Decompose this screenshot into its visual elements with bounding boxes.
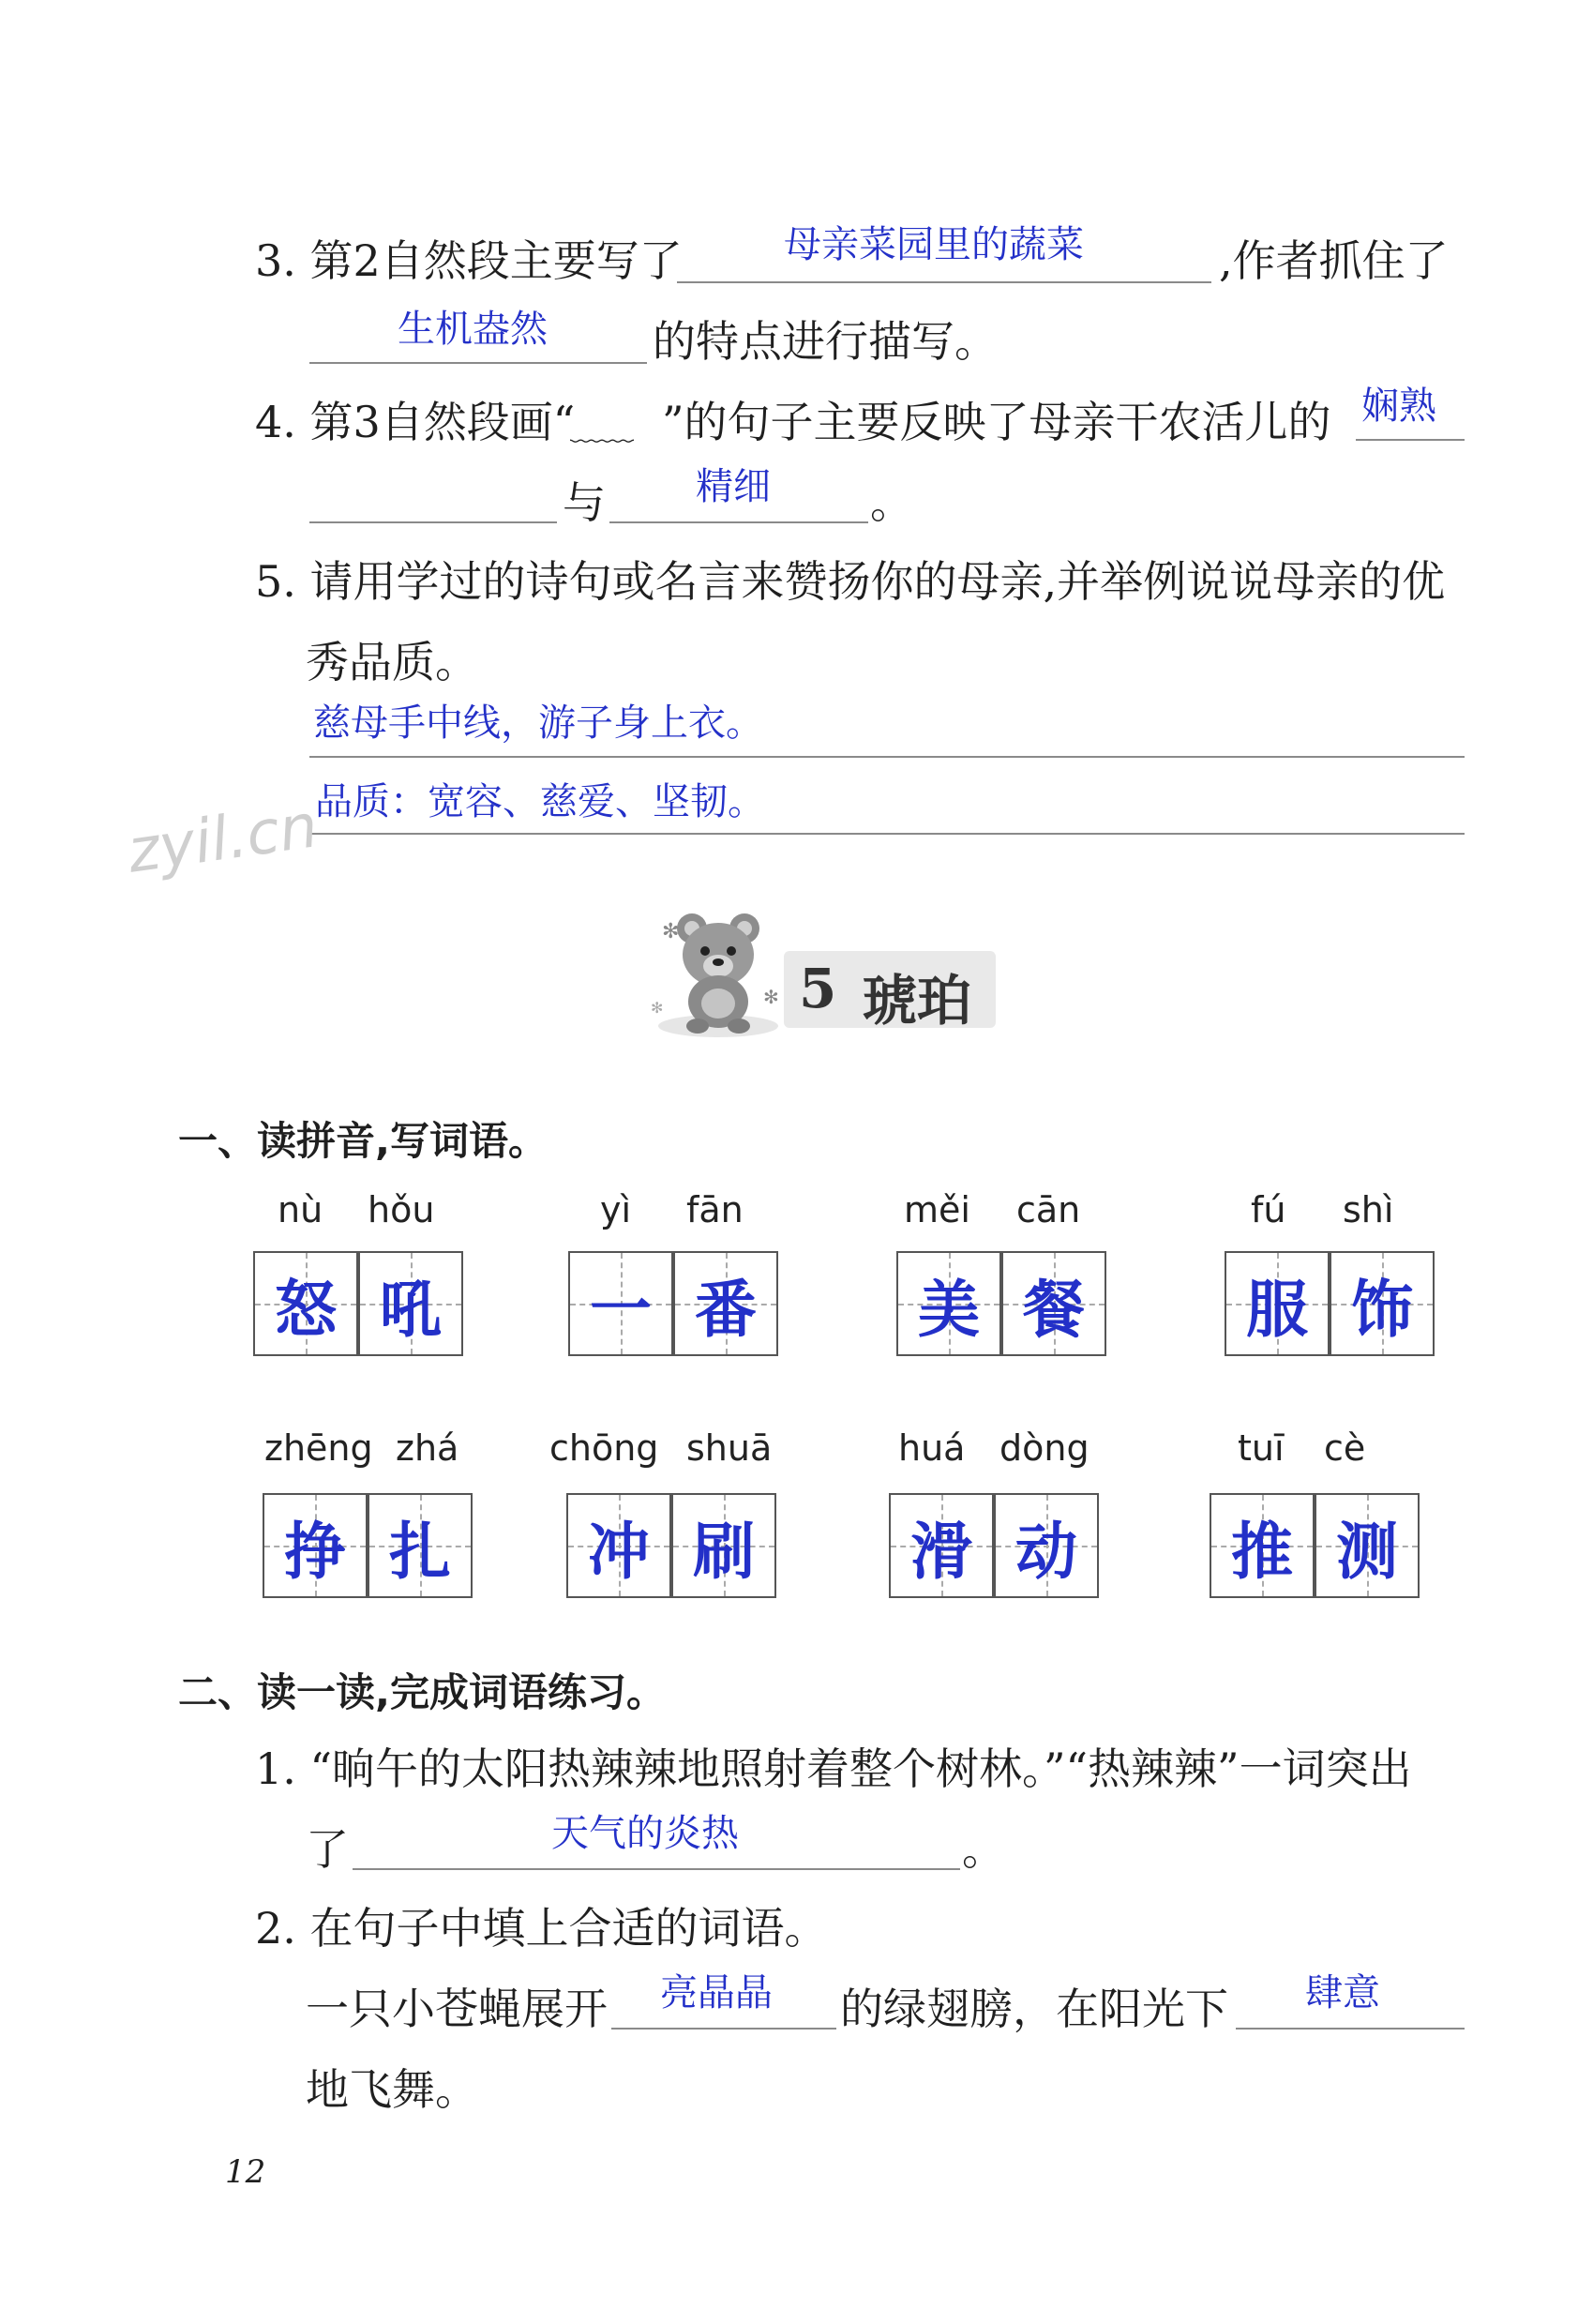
s2-q1-end: 。 [962, 1824, 1005, 1875]
q4-blank-2[interactable] [309, 521, 557, 523]
q5-blank-1[interactable] [309, 756, 1465, 758]
pinyin-3a: měi [904, 1189, 970, 1230]
char-answer: 滑 [910, 1514, 972, 1588]
q4-answer-2: 精细 [696, 465, 771, 508]
q3-answer-2: 生机盎然 [398, 308, 548, 351]
q5-line-2: 秀品质。 [306, 637, 478, 687]
watermark: zyil.cn [123, 792, 323, 887]
char-box[interactable] [1001, 1251, 1106, 1356]
s2-q2-prefix: 一只小苍蝇展开 [306, 1984, 608, 2034]
q3-answer-1: 母亲菜园里的蔬菜 [784, 223, 1084, 266]
q3-suffix: 的特点进行描写。 [653, 316, 998, 367]
q5-line-1: 5. 请用学过的诗句或名言来赞扬你的母亲,并举例说说母亲的优 [255, 556, 1446, 607]
pinyin-4a: fú [1251, 1189, 1286, 1230]
s2-q2-line-3: 地飞舞。 [306, 2064, 478, 2115]
char-box[interactable] [358, 1251, 463, 1356]
char-answer: 冲 [588, 1514, 650, 1588]
pinyin-8b: cè [1324, 1427, 1366, 1469]
char-box[interactable] [673, 1251, 778, 1356]
svg-text:✻: ✻ [763, 986, 779, 1008]
q4-and: 与 [563, 477, 606, 528]
s2-q1-line-1: 1. “晌午的太阳热辣辣地照射着整个树林。”“热辣辣”一词突出 [255, 1743, 1412, 1794]
s2-q1-answer: 天气的炎热 [551, 1812, 739, 1855]
pinyin-7a: huá [898, 1427, 966, 1469]
char-answer: 动 [1015, 1514, 1077, 1588]
pinyin-2a: yì [600, 1189, 632, 1230]
q5-blank-2[interactable] [309, 833, 1465, 835]
char-answer: 刷 [693, 1514, 755, 1588]
s2-q2-answer-1: 亮晶晶 [660, 1971, 773, 2015]
q4-end: 。 [870, 477, 913, 528]
char-box[interactable] [1330, 1251, 1435, 1356]
char-box[interactable] [253, 1251, 358, 1356]
char-answer: 饰 [1351, 1272, 1413, 1346]
char-answer: 推 [1231, 1514, 1293, 1588]
s2-q2-line-1: 2. 在句子中填上合适的词语。 [255, 1903, 828, 1954]
section-2-heading: 二、读一读,完成词语练习。 [178, 1669, 666, 1715]
s2-q1-prefix: 了 [306, 1824, 349, 1875]
q3-mid: ,作者抓住了 [1219, 235, 1449, 286]
char-box[interactable] [1225, 1251, 1330, 1356]
char-box[interactable] [896, 1251, 1001, 1356]
s2-q2-answer-2: 肆意 [1305, 1971, 1380, 2015]
q4-blank-1[interactable] [1356, 439, 1465, 441]
char-answer: 一 [590, 1272, 652, 1346]
char-box[interactable] [568, 1251, 673, 1356]
char-box[interactable] [263, 1493, 368, 1598]
pinyin-8a: tuī [1238, 1427, 1285, 1469]
svg-text:✻: ✻ [651, 999, 664, 1017]
q4-wave-mark: ﹏﹏ [570, 411, 634, 448]
lesson-title: 琥珀 [863, 969, 972, 1033]
q4-answer-1: 娴熟 [1361, 385, 1436, 428]
char-answer: 番 [695, 1272, 757, 1346]
char-box[interactable] [566, 1493, 671, 1598]
char-answer: 美 [918, 1272, 980, 1346]
char-answer: 服 [1246, 1272, 1308, 1346]
q3-prefix: 3. 第2自然段主要写了 [255, 235, 683, 286]
pinyin-1a: nù [278, 1189, 323, 1230]
char-answer: 测 [1336, 1514, 1398, 1588]
pinyin-7b: dòng [999, 1427, 1090, 1469]
char-box[interactable] [1315, 1493, 1420, 1598]
q5-answer-1: 慈母手中线，游子身上衣。 [313, 702, 763, 745]
char-answer: 挣 [284, 1514, 346, 1588]
char-box[interactable] [994, 1493, 1099, 1598]
char-answer: 吼 [380, 1272, 442, 1346]
char-box[interactable] [889, 1493, 994, 1598]
char-answer: 怒 [275, 1272, 337, 1346]
pinyin-2b: fān [686, 1189, 744, 1230]
page-number: 12 [225, 2153, 266, 2191]
char-answer: 餐 [1023, 1272, 1085, 1346]
bear-illustration [643, 900, 793, 1041]
pinyin-6a: chōng [549, 1427, 659, 1469]
section-1-heading: 一、读拼音,写词语。 [178, 1118, 548, 1164]
pinyin-6b: shuā [686, 1427, 773, 1469]
s2-q2-blank-2[interactable] [1236, 2028, 1465, 2030]
char-box[interactable] [368, 1493, 473, 1598]
pinyin-1b: hǒu [368, 1189, 435, 1230]
lesson-number: 5 [799, 957, 837, 1020]
s2-q2-blank-1[interactable] [611, 2028, 836, 2030]
pinyin-3b: cān [1016, 1189, 1081, 1230]
s2-q1-blank[interactable] [353, 1868, 960, 1870]
svg-text:✻: ✻ [662, 920, 680, 943]
q4-blank-3[interactable] [609, 521, 868, 523]
q4-mid: ”的句子主要反映了母亲干农活儿的 [662, 397, 1331, 447]
char-answer: 扎 [389, 1514, 451, 1588]
q4-prefix: 4. 第3自然段画“ [255, 397, 576, 447]
q3-blank-1[interactable] [677, 281, 1211, 283]
pinyin-5a: zhēng [264, 1427, 373, 1469]
char-box[interactable] [671, 1493, 776, 1598]
s2-q2-mid: 的绿翅膀，在阳光下 [840, 1984, 1228, 2034]
q5-answer-2: 品质：宽容、慈爱、坚韧。 [315, 780, 765, 823]
q3-blank-2[interactable] [309, 362, 647, 364]
pinyin-5b: zhá [396, 1427, 459, 1469]
char-box[interactable] [1210, 1493, 1315, 1598]
pinyin-4b: shì [1343, 1189, 1394, 1230]
